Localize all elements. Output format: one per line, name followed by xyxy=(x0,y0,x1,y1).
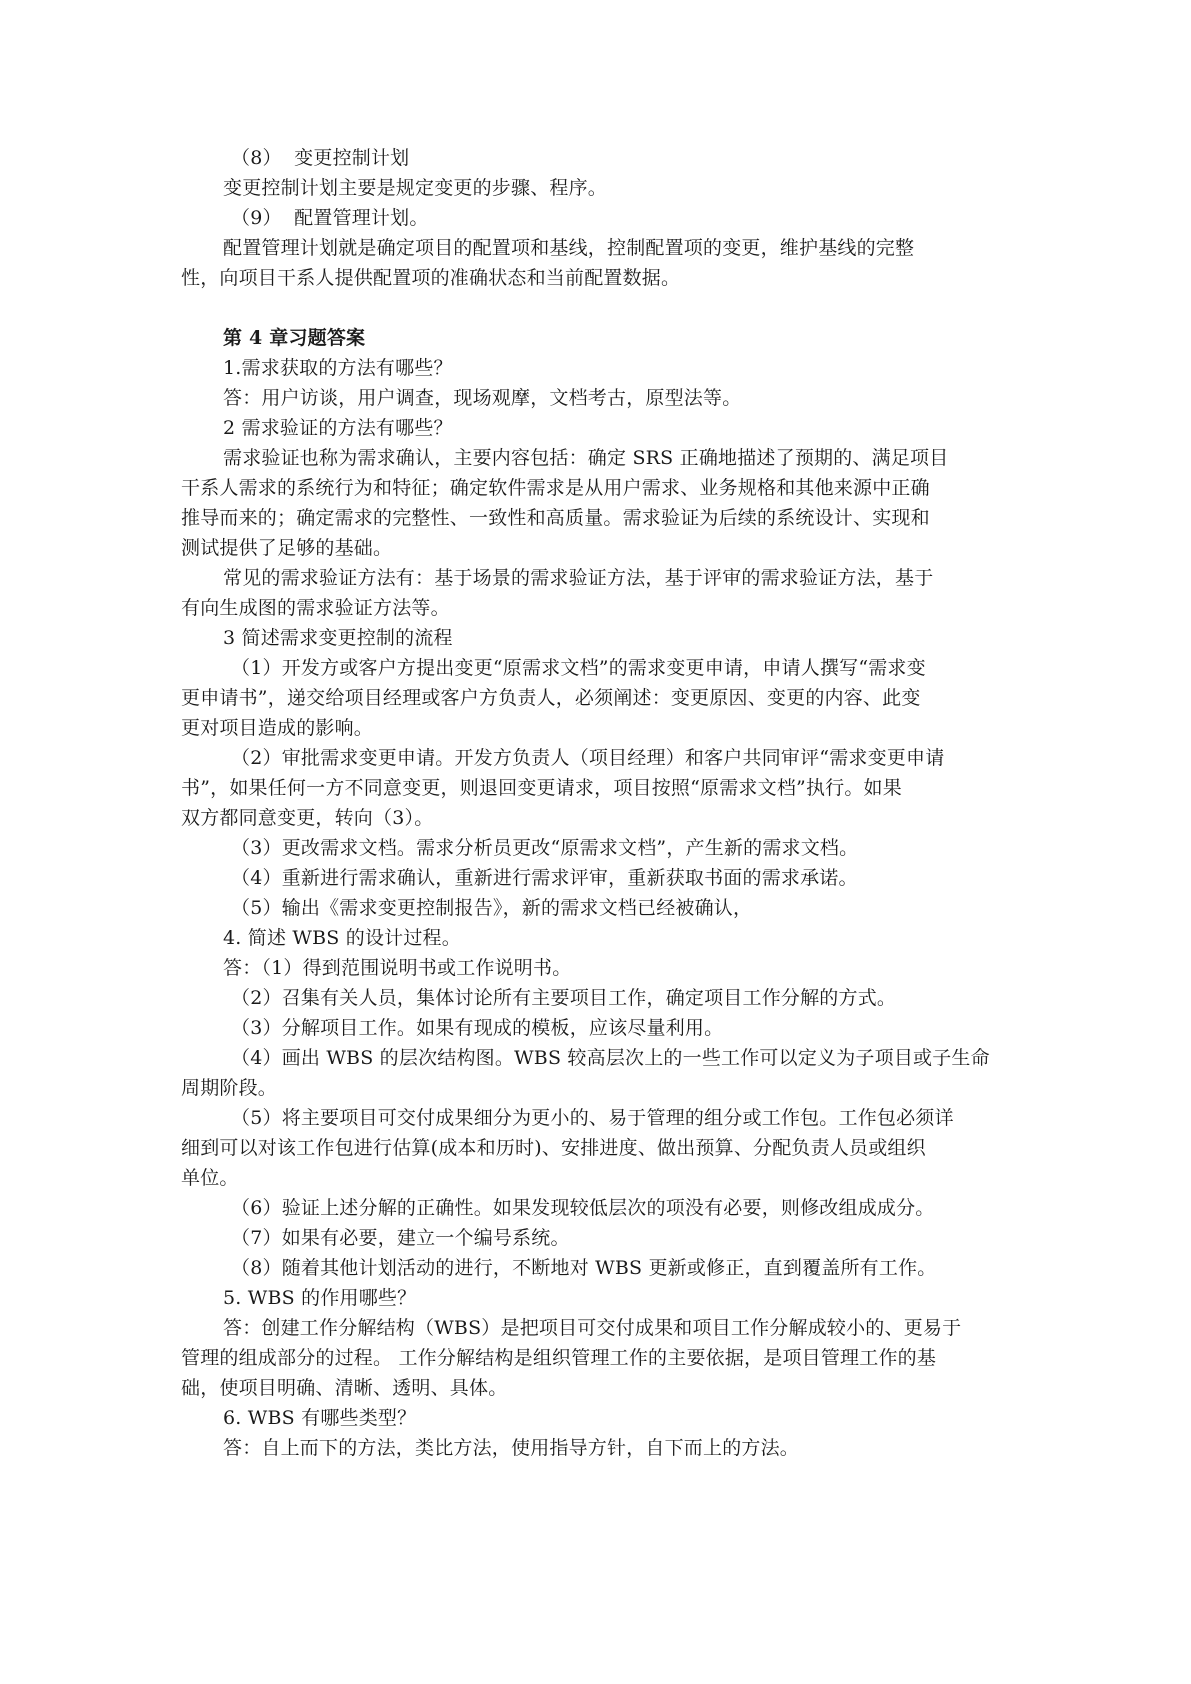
text-line: 配置管理计划就是确定项目的配置项和基线，控制配置项的变更，维护基线的完整 xyxy=(223,237,915,259)
text-line: 4. 简述 WBS 的设计过程。 xyxy=(223,927,461,949)
text-line: 单位。 xyxy=(181,1167,239,1189)
text-line: （4）重新进行需求确认，重新进行需求评审，重新获取书面的需求承诺。 xyxy=(231,867,858,889)
text-line: （8） 变更控制计划 xyxy=(231,147,410,169)
text-line: 测试提供了足够的基础。 xyxy=(181,537,393,559)
text-line: （2）审批需求变更申请。开发方负责人（项目经理）和客户共同审评“需求变更申请 xyxy=(231,747,945,769)
text-line: 答：自上而下的方法，类比方法，使用指导方针，自下而上的方法。 xyxy=(223,1437,800,1459)
text-line: （2）召集有关人员，集体讨论所有主要项目工作，确定项目工作分解的方式。 xyxy=(231,987,897,1009)
text-line: （3）分解项目工作。如果有现成的模板，应该尽量利用。 xyxy=(231,1017,724,1039)
text-line: 更对项目造成的影响。 xyxy=(181,717,374,739)
text-line: 6. WBS 有哪些类型？ xyxy=(223,1407,417,1429)
text-line: （1）开发方或客户方提出变更“原需求文档”的需求变更申请，申请人撰写“需求变 xyxy=(231,657,926,679)
text-line: 周期阶段。 xyxy=(181,1077,278,1099)
text-line: 更申请书”，递交给项目经理或客户方负责人，必须阐述：变更原因、变更的内容、此变 xyxy=(181,687,921,709)
text-line: 需求验证也称为需求确认，主要内容包括：确定 SRS 正确地描述了预期的、满足项目 xyxy=(223,447,949,469)
text-line: 书”，如果任何一方不同意变更，则退回变更请求，项目按照“原需求文档”执行。如果 xyxy=(181,777,902,799)
text-line: 答：创建工作分解结构（WBS）是把项目可交付成果和项目工作分解成较小的、更易于 xyxy=(223,1317,962,1339)
text-line: 性，向项目干系人提供配置项的准确状态和当前配置数据。 xyxy=(181,267,681,289)
text-line: （6）验证上述分解的正确性。如果发现较低层次的项没有必要，则修改组成成分。 xyxy=(231,1197,935,1219)
text-line: 管理的组成部分的过程。 工作分解结构是组织管理工作的主要依据，是项目管理工作的基 xyxy=(181,1347,937,1369)
text-line: （5）输出《需求变更控制报告》，新的需求文档已经被确认， xyxy=(231,897,753,919)
text-line: （4）画出 WBS 的层次结构图。WBS 较高层次上的一些工作可以定义为子项目或子生命 xyxy=(231,1047,990,1069)
section-heading: 第 4 章习题答案 xyxy=(223,327,366,349)
text-line: 3 简述需求变更控制的流程 xyxy=(223,627,453,649)
text-line: 变更控制计划主要是规定变更的步骤、程序。 xyxy=(223,177,608,199)
text-line: 有向生成图的需求验证方法等。 xyxy=(181,597,450,619)
text-line: 细到可以对该工作包进行估算(成本和历时)、安排进度、做出预算、分配负责人员或组织 xyxy=(181,1137,926,1159)
text-line: （9） 配置管理计划。 xyxy=(231,207,429,229)
text-line: （5）将主要项目可交付成果细分为更小的、易于管理的组分或工作包。工作包必须详 xyxy=(231,1107,954,1129)
document-body xyxy=(181,143,1023,1463)
text-line: 5. WBS 的作用哪些？ xyxy=(223,1287,417,1309)
text-line: 2 需求验证的方法有哪些？ xyxy=(223,417,453,439)
text-line: 推导而来的；确定需求的完整性、一致性和高质量。需求验证为后续的系统设计、实现和 xyxy=(181,507,930,529)
text-line: （3）更改需求文档。需求分析员更改“原需求文档”，产生新的需求文档。 xyxy=(231,837,859,859)
text-line: 干系人需求的系统行为和特征；确定软件需求是从用户需求、业务规格和其他来源中正确 xyxy=(181,477,930,499)
text-line: 双方都同意变更，转向（3）。 xyxy=(181,807,434,829)
text-line: 1.需求获取的方法有哪些？ xyxy=(223,357,453,379)
text-line: 答：用户访谈，用户调查，现场观摩，文档考古，原型法等。 xyxy=(223,387,742,409)
text-line: 答：（1）得到范围说明书或工作说明书。 xyxy=(223,957,572,979)
text-line: 础，使项目明确、清晰、透明、具体。 xyxy=(181,1377,508,1399)
text-line: 常见的需求验证方法有：基于场景的需求验证方法，基于评审的需求验证方法，基于 xyxy=(223,567,934,589)
text-line: （8）随着其他计划活动的进行，不断地对 WBS 更新或修正，直到覆盖所有工作。 xyxy=(231,1257,937,1279)
text-line: （7）如果有必要，建立一个编号系统。 xyxy=(231,1227,570,1249)
